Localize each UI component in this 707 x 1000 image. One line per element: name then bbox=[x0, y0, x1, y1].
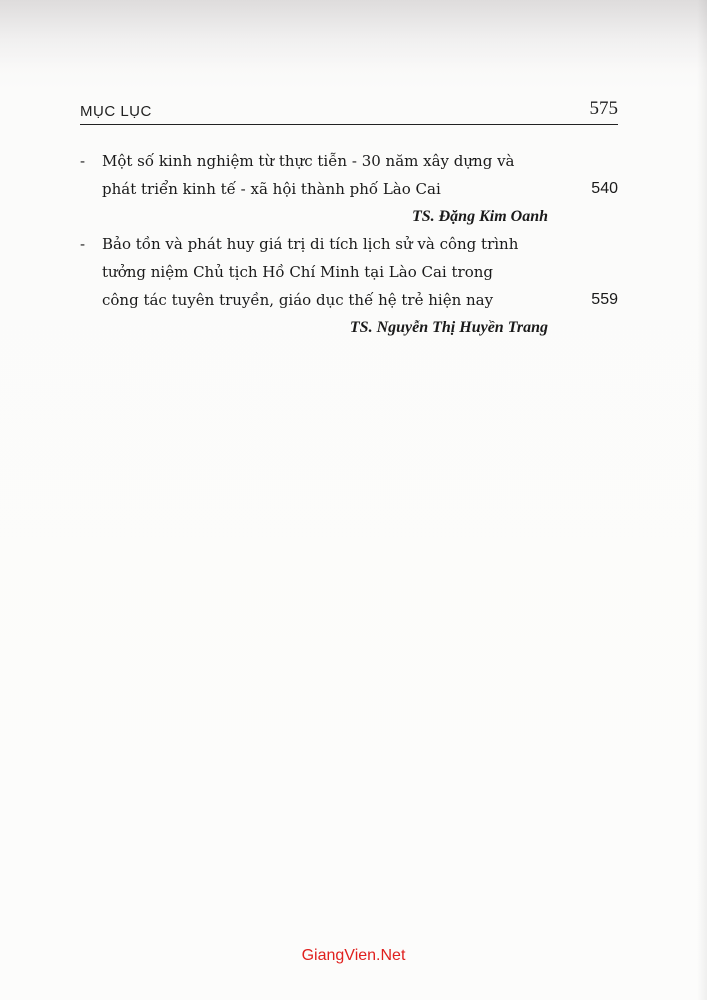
entry-author: TS. Đặng Kim Oanh bbox=[411, 208, 548, 225]
toc-entry bbox=[80, 147, 618, 231]
running-header bbox=[80, 98, 618, 125]
entry-title-line: tưởng niệm Chủ tịch Hồ Chí Minh tại Lào Cai trong bbox=[102, 263, 493, 281]
entry-page-number: 540 bbox=[591, 180, 618, 197]
entry-title-line: Một số kinh nghiệm từ thực tiễn - 30 năm xây dựng và bbox=[102, 152, 515, 170]
header-title: MỤC LỤC bbox=[80, 103, 152, 120]
entry-bullet: - bbox=[80, 152, 86, 170]
entry-title-line: phát triển kinh tế - xã hội thành phố Lào Cai bbox=[102, 180, 441, 198]
entry-title-line: công tác tuyên truyền, giáo dục thế hệ trẻ hiện nay bbox=[102, 291, 494, 309]
entry-author: TS. Nguyễn Thị Huyền Trang bbox=[349, 319, 548, 336]
toc-entry bbox=[80, 230, 618, 342]
watermark-text: GiangVien.Net bbox=[301, 947, 406, 964]
page-right-edge bbox=[697, 0, 707, 1000]
entry-title-line: Bảo tồn và phát huy giá trị di tích lịch sử và công trình bbox=[102, 235, 519, 253]
entry-page-number: 559 bbox=[591, 291, 618, 308]
header-page-number: 575 bbox=[589, 98, 618, 119]
page-top-shadow bbox=[0, 0, 707, 70]
entry-bullet: - bbox=[80, 235, 86, 253]
